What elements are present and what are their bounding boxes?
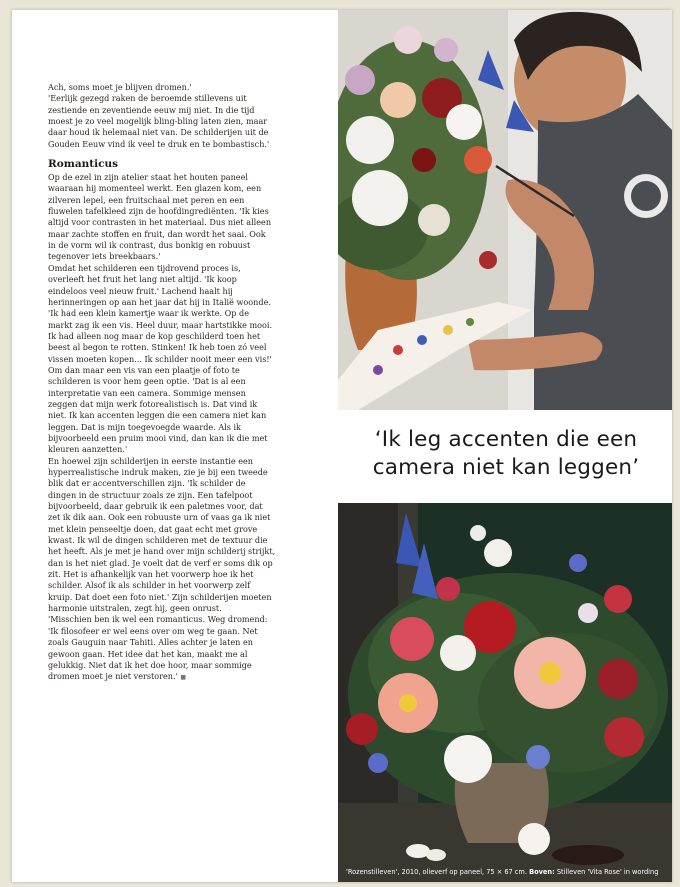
body-paragraph-2: Omdat het schilderen een tijdrovend proces is, overleeft het fruit het lang niet altijd. 'Ik koop eindeloos veel nieuw fruit.' Lachend haalt hij herinneringen op aan het jaar dat hij in Italië woonde. 'Ik had een klein kamertje waar ik werkte. Op de markt zag ik een vis. Heel duur, maar hartstikke mooi. Ik had alleen nog maar de kop geschilderd toen het beest al begon te rotten. Stinken! Ik heb toen zó veel vissen moeten kopen... Ik schilder nooit meer een vis!' xyxy=(48,262,273,364)
body-paragraph-5-text: 'Misschien ben ik wel een romanticus. Weg dromend: 'Ik filosofeer er wel eens over om weg te gaan. Net zoals Gauguin naar Tahiti. Alles achter je laten en gewoon gaan. Het idee dat het kan, maakt me al gelukkig. Niet dat ik het doe hoor, maar sommige dromen moet je niet verstoren.' xyxy=(48,614,268,682)
caption-bold: Boven: xyxy=(529,868,555,876)
painter-illustration xyxy=(338,10,672,410)
body-paragraph-1: Op de ezel in zijn atelier staat het houten paneel waaraan hij momenteel werkt. Een glazen kom, een zilveren lepel, een fruitschaal met peren en een fluwelen tafelkleed zijn de hoofdingrediënten. 'Ik kies altijd voor contrasten in het materiaal. Dus niet alleen maar zachte stoffen en fruit, dan wordt het saai. Ook in de vorm wil ik contrast, dus bonkig en robuust tegenover iets breekbaars.' xyxy=(48,172,272,262)
caption-rest: Stilleven 'Vita Rose' in wording xyxy=(556,868,659,876)
intro-paragraph-2: 'Eerlijk gezegd raken de beroemde stillevens uit zestiende en zeventiende eeuw mij niet. In die tijd moest je zo veel mogelijk bling-bling laten zien, maar daar houd ik helemaal niet van. De schilderijen uit de Gouden Eeuw vind ik veel te druk en te bombastisch.' xyxy=(48,93,270,149)
end-mark-icon: ■ xyxy=(180,674,187,682)
caption-text: 'Rozenstilleven', 2010, olieverf op paneel, 75 × 67 cm. xyxy=(346,868,527,876)
article-column xyxy=(48,82,276,684)
bouquet-illustration xyxy=(338,503,672,882)
magazine-page xyxy=(12,10,672,882)
pull-quote-line-2: camera niet kan leggen’ xyxy=(372,455,640,480)
bouquet-photo xyxy=(338,503,672,882)
pull-quote-line-1: ‘Ik leg accenten die een xyxy=(374,427,638,452)
body-paragraph-3: Om dan maar een vis van een plaatje of foto te schilderen is voor hem geen optie. 'Dat is al een interpretatie van een camera. Sommige mensen zeggen dat mijn werk fotorealistisch is. Dat vind ik niet. Ik kan accenten leggen die een camera niet kan leggen. Dat is mijn toegevoegde waarde. Als ik bijvoorbeeld een pruim mooi vind, dan kan ik die met kleuren aanzetten.' xyxy=(48,364,268,455)
subheading: Romanticus xyxy=(48,158,119,171)
body-paragraph-5 xyxy=(48,614,276,683)
intro-paragraph-1: Ach, soms moet je blijven dromen.' xyxy=(48,82,192,92)
body-paragraph-4: En hoewel zijn schilderijen in eerste instantie een hyperrealistische indruk maken, zie je bij een tweede blik dat er accentverschillen zijn. 'Ik schilder de dingen in de structuur zoals ze zijn. Een tafelpoot bijvoorbeeld, daar gebruik ik een paletmes voor, dat zet ik dik aan. Ook een robuuste urn of vaas ga ik niet met klein penseeltje doen, dat gaat echt met grove kwast. Ik wil de dingen schilderen met de textuur die het heeft. Als je met je hand over mijn schilderij strijkt, dan is het niet glad. Je voelt dat de verf er soms dik op zit. Het is afhankelijk van het voorwerp hoe ik het schilder. Alsof ik als schilder in het voorwerp zelf kruip. Dat doet een foto niet.' Zijn schilderijen moeten harmonie uitstralen, zegt hij, geen onrust. xyxy=(48,455,276,614)
pull-quote xyxy=(340,426,672,482)
painter-photo xyxy=(338,10,672,410)
photo-caption xyxy=(346,868,666,876)
